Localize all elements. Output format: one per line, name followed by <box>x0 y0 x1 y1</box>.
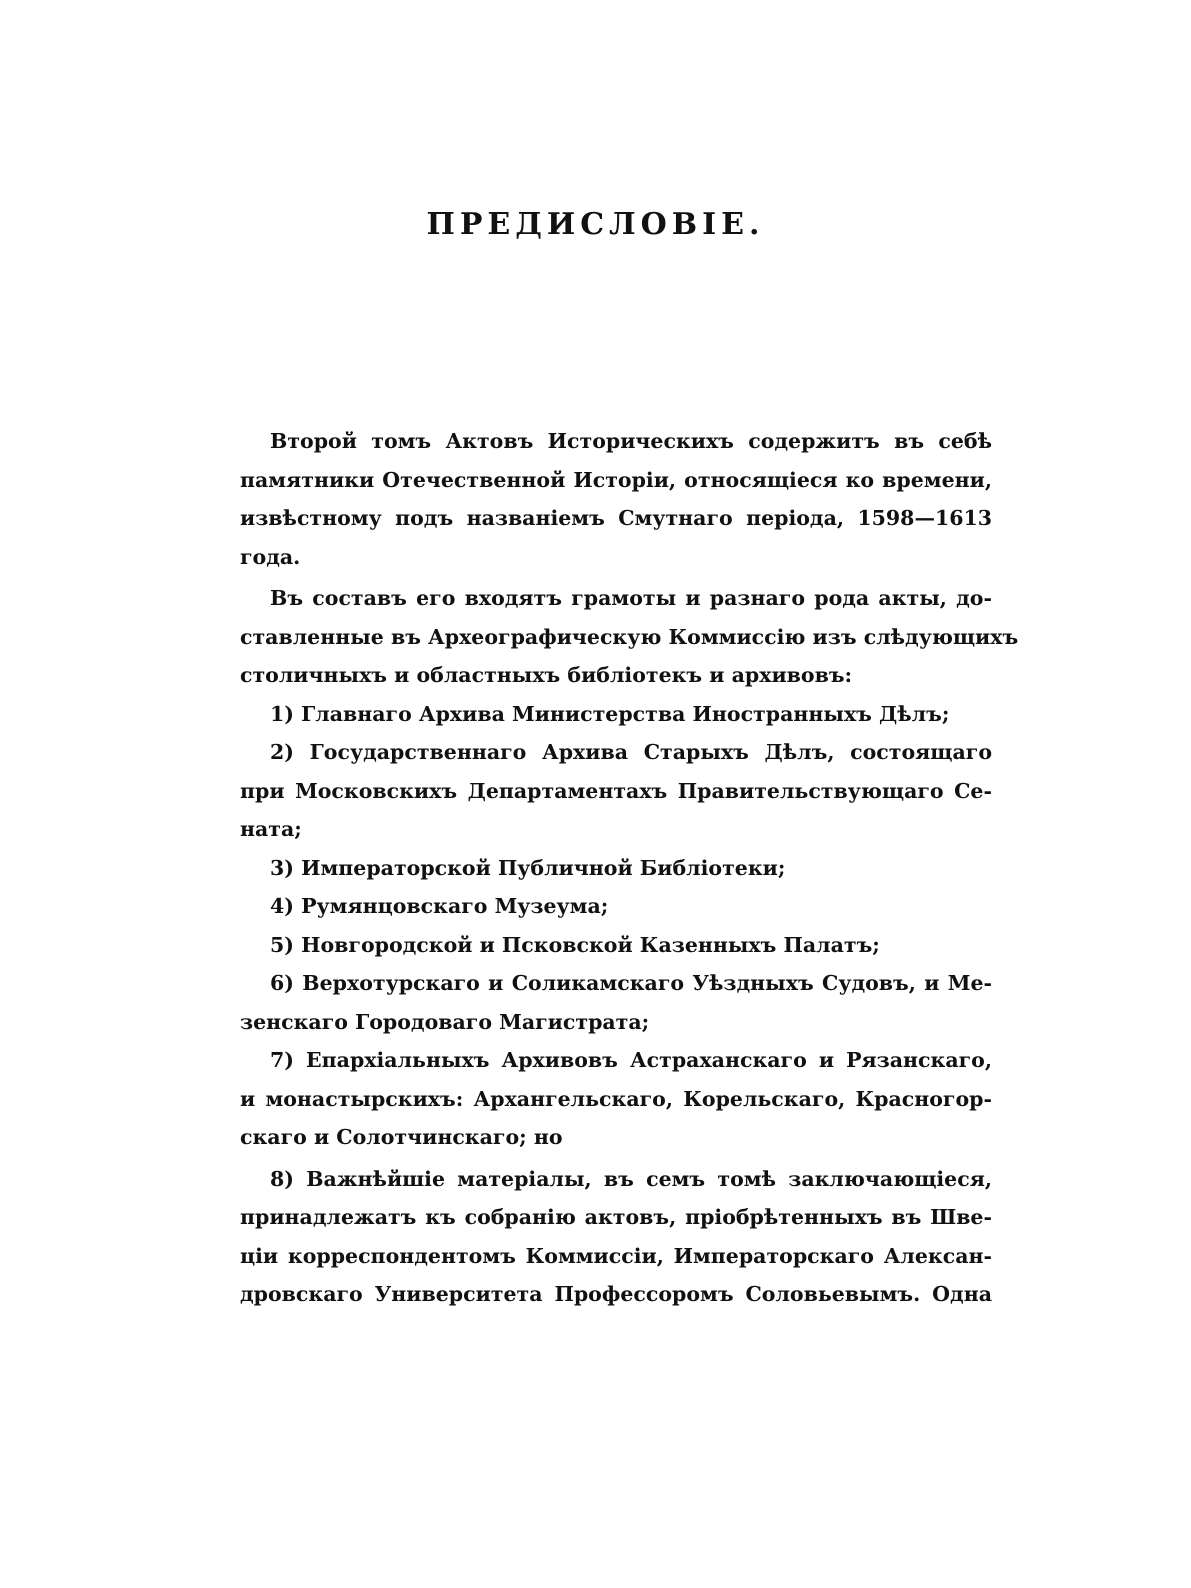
list-item: 1) Главнаго Архива Министерства Иностранныхъ Дѣлъ; <box>270 701 950 726</box>
text-line: столичныхъ и областныхъ библіотекъ и архивовъ: <box>240 663 853 687</box>
text-line: и монастырскихъ: Архангельскаго, Корельскаго, Красногор- <box>240 1086 992 1111</box>
list-item: 5) Новгородской и Псковской Казенныхъ Палатъ; <box>270 932 880 957</box>
text-line: ціи корреспондентомъ Коммиссіи, Императорскаго Алексан- <box>240 1243 992 1268</box>
text-line: скаго и Солотчинскаго; но <box>240 1125 563 1149</box>
text-line: зенскаго Городоваго Магистрата; <box>240 1009 650 1034</box>
list-item: 7) Епархіальныхъ Архивовъ Астраханскаго и Рязанскаго, <box>270 1048 992 1072</box>
list-item: 4) Румянцовскаго Музеума; <box>270 894 609 918</box>
preface-body <box>240 422 1019 1314</box>
text-line: Въ составъ его входятъ грамоты и разнаго рода акты, до- <box>270 586 992 610</box>
text-line: ната; <box>240 817 302 841</box>
list-item: 6) Верхотурскаго и Соликамскаго Уѣздныхъ Судовъ, и Ме- <box>270 971 992 995</box>
text-line: при Московскихъ Департаментахъ Правительствующаго Се- <box>240 778 992 803</box>
text-line: Второй томъ Актовъ Историческихъ содержитъ въ себѣ <box>270 429 992 453</box>
page-title: ПРЕДИСЛОВІЕ. <box>426 207 765 242</box>
text-line: ставленные въ Археографическую Коммиссію изъ слѣдующихъ <box>240 624 1019 649</box>
text-line: дровскаго Университета Профессоромъ Соловьевымъ. Одна <box>240 1282 992 1306</box>
list-item: 3) Императорской Публичной Библіотеки; <box>270 855 786 880</box>
list-item: 2) Государственнаго Архива Старыхъ Дѣлъ, состоящаго <box>270 740 992 764</box>
text-line: памятники Отечественной Исторіи, относящіеся ко времени, <box>240 467 992 492</box>
text-line: извѣстному подъ названіемъ Смутнаго періода, 1598—1613 <box>240 506 992 530</box>
list-item: 8) Важнѣйшіе матеріалы, въ семъ томѣ заключающіеся, <box>270 1166 992 1191</box>
text-line: принадлежатъ къ собранію актовъ, пріобрѣтенныхъ въ Шве- <box>240 1205 992 1229</box>
text-line: года. <box>240 544 301 569</box>
